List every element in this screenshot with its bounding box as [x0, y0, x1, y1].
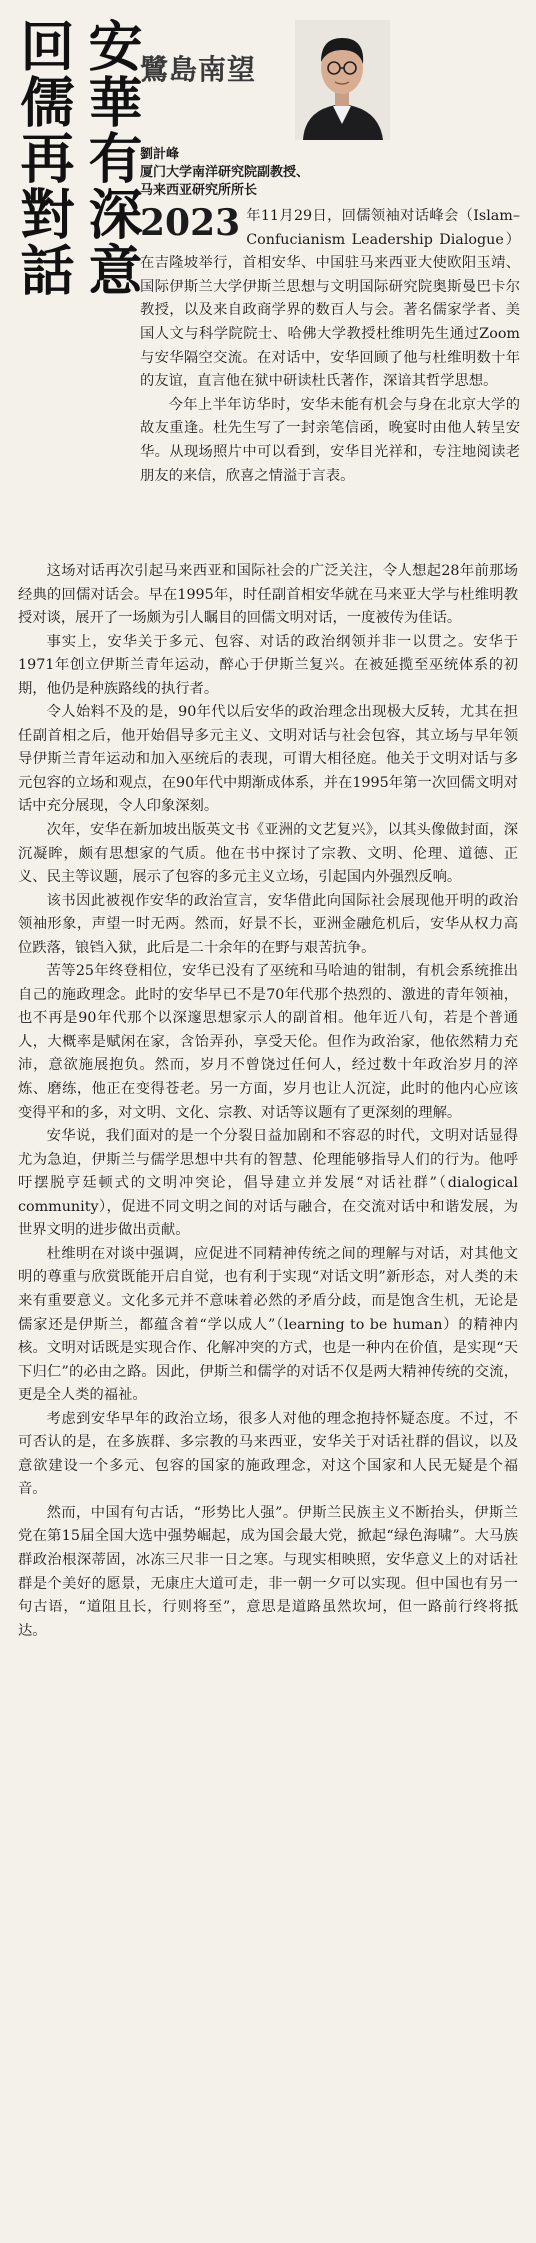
article-paragraph-11: 考虑到安华早年的政治立场，很多人对他的理念抱持怀疑态度。不过，不可否认的是，在多族群、多宗教的马来西亚，安华关于对话社群的倡议，以及意欲建设一个多元、包容的国家的施政理念，对这个国家和人民无疑是个福音。	[18, 1410, 518, 1498]
paragraph-1-text: 年11月29日，回儒领袖对话峰会（Islam–Confucianism Leadership Dialogue）在吉隆坡举行，首相安华、中国驻马来西亚大使欧阳玉靖、国际伊斯兰大学伊斯兰思想与文明国际研究院奥斯曼巴卡尔教授，以及来自政商学界的数百人与会。著名儒家学者、美国人文与科学院院士、哈佛大学教授杜维明先生通过Zoom与安华隔空交流。在对话中，安华回顾了他与杜维明数十年的友谊，直言他在狱中研读杜氏著作，深谙其哲学思想。	[140, 208, 520, 390]
article-paragraph-1	[140, 202, 520, 394]
lead-year: 2023	[140, 202, 241, 244]
article-paragraph-6: 次年，安华在新加坡出版英文书《亚洲的文艺复兴》，以其头像做封面，深沉凝眸，颇有思想家的气质。他在书中探讨了宗教、文明、伦理、道德、正义、民主等议题，展示了包容的多元主义立场，引起国内外强烈反响。	[18, 822, 518, 886]
author-title-line-1: 厦门大学南洋研究院副教授、	[140, 165, 310, 180]
author-byline	[140, 146, 390, 200]
author-title-line-2: 马来西亚研究所所长	[140, 183, 258, 198]
article-paragraph-4: 事实上，安华关于多元、包容、对话的政治纲领并非一以贯之。安华于1971年创立伊斯兰青年运动，醉心于伊斯兰复兴。在被延揽至巫统体系的初期，他仍是种族路线的执行者。	[18, 633, 518, 697]
headline-line-2: 安華有深意	[80, 18, 143, 298]
article-paragraph-2: 今年上半年访华时，安华未能有机会与身在北京大学的故友重逢。杜先生写了一封亲笔信函，晚宴时由他人转呈安华。从现场照片中可以看到，安华目光祥和，专注地阅读老朋友的来信，欣喜之情溢于言表。	[140, 396, 520, 484]
column-name: 鷺島南望	[140, 53, 257, 86]
article-paragraph-8: 苦等25年终登相位，安华已没有了巫统和马哈迪的钳制，有机会系统推出自己的施政理念。此时的安华早已不是70年代那个热烈的、激进的青年领袖，也不再是90年代那个以深邃思想家示人的副首相。他年近八旬，若是个普通人，大概率是赋闲在家，含饴弄孙，享受天伦。但作为政治家，他依然精力充沛，意欲施展抱负。然而，岁月不曾饶过任何人，经过数十年政治岁月的淬炼、磨练，他正在变得苍老。另一方面，岁月也让人沉淀，此时的他内心应该变得平和的多，对文明、文化、宗教、对话等议题有了更深刻的理解。	[18, 963, 518, 1121]
article-paragraph-5: 令人始料不及的是，90年代以后安华的政治理念出现极大反转，尤其在担任副首相之后，他开始倡导多元主义、文明对话与社会包容，其立场与早年领导伊斯兰青年运动和加入巫统后的表现，可谓大相径庭。他关于文明对话与多元包容的立场和观点，在90年代中期渐成体系，并在1995年第一次回儒文明对话中充分展现，令人印象深刻。	[18, 704, 518, 815]
author-name: 劉計峰	[140, 147, 180, 162]
article-body	[18, 560, 518, 1643]
columnist-header	[140, 20, 390, 202]
headline	[12, 18, 143, 298]
author-portrait	[295, 20, 390, 140]
article-paragraph-7: 该书因此被视作安华的政治宣言，安华借此向国际社会展现他开明的政治领袖形象，声望一时无两。然而，好景不长，亚洲金融危机后，安华从权力高位跌落，锒铛入狱，此后是二十余年的在野与艰苦抗争。	[18, 892, 518, 956]
article-paragraph-3: 这场对话再次引起马来西亚和国际社会的广泛关注，令人想起28年前那场经典的回儒对话会。早在1995年，时任副首相安华就在马来亚大学与杜维明教授对谈，展开了一场颇为引人瞩目的回儒文明对话，一度被传为佳话。	[18, 563, 518, 627]
headline-line-1: 回儒再對話	[12, 18, 75, 298]
article-paragraph-12: 然而，中国有句古话，“形势比人强”。伊斯兰民族主义不断抬头，伊斯兰党在第15届全国大选中强势崛起，成为国会最大党，掀起“绿色海啸”。大马族群政治根深蒂固，冰冻三尺非一日之寒。与现实相映照，安华意义上的对话社群是个美好的愿景，无康庄大道可走，非一朝一夕可以实现。但中国也有另一句古语，“道阻且长，行则将至”，意思是道路虽然坎坷，但一路前行终将抵达。	[18, 1504, 518, 1639]
article-opening	[140, 202, 520, 488]
article-paragraph-10: 杜维明在对谈中强调，应促进不同精神传统之间的理解与对话，对其他文明的尊重与欣赏既能开启自觉，也有利于实现“对话文明”新形态，对人类的未来有重要意义。文化多元并不意味着必然的矛盾分歧，而是饱含生机，无论是儒家还是伊斯兰，都蕴含着“学以成人”（learning to be human）的精神内核。文明对话既是实现合作、化解冲突的方式，也是一种内在价值，是实现“天下归仁”的必由之路。因此，伊斯兰和儒学的对话不仅是两大精神传统的交流，更是全人类的福祉。	[18, 1245, 518, 1404]
article-paragraph-9: 安华说，我们面对的是一个分裂日益加剧和不容忍的时代，文明对话显得尤为急迫，伊斯兰与儒学思想中共有的智慧、伦理能够指导人们的行为。他呼吁摆脱亨廷顿式的文明冲突论，倡导建立并发展“对话社群”（dialogical community），促进不同文明之间的对话与融合，在交流对话中和谐发展，为世界文明的进步做出贡献。	[18, 1128, 518, 1239]
